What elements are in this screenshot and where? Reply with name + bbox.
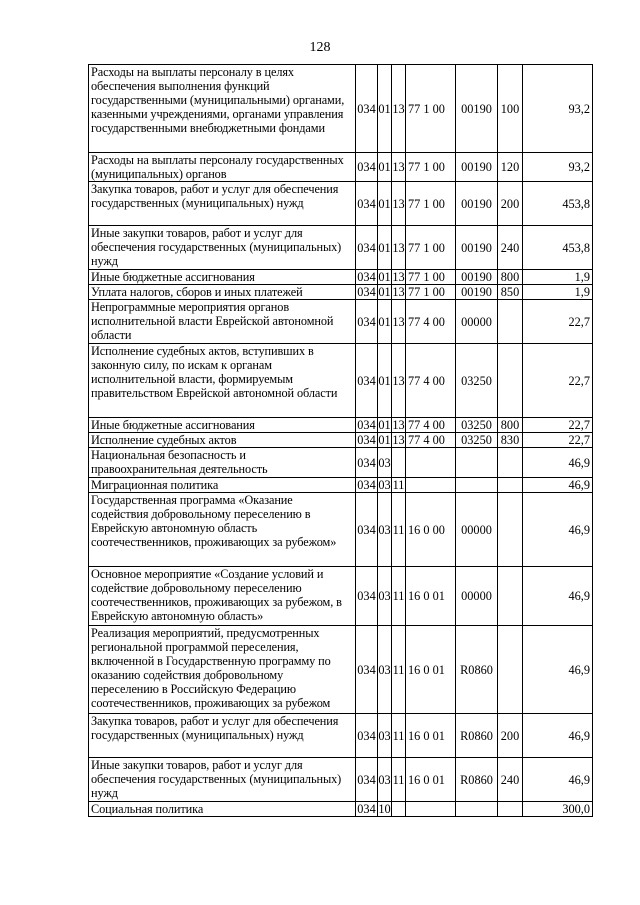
expense-name-cell: Иные закупки товаров, работ и услуг для обеспечения государственных (муниципальных) нужд xyxy=(89,226,356,270)
expense-type-code-cell: 240 xyxy=(498,758,523,802)
section-code-cell: 03 xyxy=(378,448,392,478)
grbs-code-cell: 034 xyxy=(357,285,376,299)
amount-cell: 453,8 xyxy=(523,182,593,226)
table-row xyxy=(89,802,593,817)
expense-name-cell: Закупка товаров, работ и услуг для обеспечения государственных (муниципальных) нужд xyxy=(89,714,356,758)
subsection-code-cell: 13 xyxy=(392,153,406,182)
amount-cell: 46,9 xyxy=(523,626,593,714)
expense-name-cell: Иные закупки товаров, работ и услуг для обеспечения государственных (муниципальных) нужд xyxy=(89,758,356,802)
program-code-cell: 77 1 00 xyxy=(406,285,456,300)
direction-code-cell xyxy=(456,478,498,493)
grbs-code-cell: 034 xyxy=(356,226,378,270)
page-number: 128 xyxy=(309,40,331,55)
section-code-cell: 03 xyxy=(378,567,392,626)
amount-cell: 46,9 xyxy=(523,567,593,626)
amount-cell: 93,2 xyxy=(523,153,593,182)
program-code-cell: 77 1 00 xyxy=(406,153,456,182)
section-code-cell: 01 xyxy=(378,344,392,418)
grbs-code-cell: 034 xyxy=(356,567,378,626)
program-code-cell xyxy=(406,802,456,817)
grbs-code-cell: 034 xyxy=(356,344,378,418)
expense-name-cell: Закупка товаров, работ и услуг для обеспечения государственных (муниципальных) нужд xyxy=(89,182,356,226)
grbs-code-cell: 034 xyxy=(356,300,378,344)
program-code-cell: 16 0 01 xyxy=(406,714,456,758)
program-code-cell xyxy=(406,448,456,478)
expense-type-code-cell xyxy=(498,626,523,714)
expense-name-cell: Основное мероприятие «Создание условий и содействие добровольному переселению соотечественников, проживающих за рубежом, в Еврейскую автономную область» xyxy=(89,567,356,626)
expense-type-code-cell xyxy=(498,567,523,626)
table-row xyxy=(89,65,593,153)
section-code-cell: 03 xyxy=(378,714,392,758)
amount-cell: 93,2 xyxy=(523,65,593,153)
amount-cell: 46,9 xyxy=(523,448,593,478)
section-code-cell: 01 xyxy=(378,226,392,270)
table-row xyxy=(89,226,593,270)
program-code-cell: 77 4 00 xyxy=(406,344,456,418)
subsection-code-cell: 13 xyxy=(392,300,406,344)
table-row xyxy=(89,448,593,478)
program-code-cell: 77 1 00 xyxy=(406,270,456,285)
table-row xyxy=(89,567,593,626)
table-row xyxy=(89,285,593,300)
section-code-cell: 01 xyxy=(378,153,392,182)
table-row xyxy=(89,758,593,802)
direction-code-cell: 00190 xyxy=(456,226,498,270)
program-code-cell: 16 0 01 xyxy=(406,567,456,626)
grbs-code-cell: 034 xyxy=(357,478,376,492)
expense-name-cell: Исполнение судебных актов xyxy=(89,433,356,448)
section-code-cell: 03 xyxy=(378,478,391,492)
direction-code-cell: 03250 xyxy=(456,433,498,448)
expense-name-cell: Национальная безопасность и правоохранительная деятельность xyxy=(89,448,356,478)
direction-code-cell: R0860 xyxy=(456,758,498,802)
direction-code-cell xyxy=(456,448,498,478)
grbs-code-cell: 034 xyxy=(356,448,378,478)
expense-name-cell: Расходы на выплаты персоналу государственных (муниципальных) органов xyxy=(89,153,356,182)
subsection-code-cell xyxy=(392,802,406,817)
section-code-cell: 10 xyxy=(378,802,391,816)
amount-cell: 46,9 xyxy=(523,478,593,493)
subsection-code-cell: 11 xyxy=(392,626,406,714)
grbs-code-cell: 034 xyxy=(357,433,376,447)
direction-code-cell: R0860 xyxy=(456,626,498,714)
section-code-cell: 01 xyxy=(378,182,392,226)
table-row xyxy=(89,270,593,285)
subsection-code-cell xyxy=(392,448,406,478)
subsection-code-cell: 13 xyxy=(392,433,405,447)
grbs-code-cell: 034 xyxy=(357,802,376,816)
expense-type-code-cell: 850 xyxy=(498,285,523,300)
grbs-code-cell: 034 xyxy=(356,758,378,802)
expense-type-code-cell xyxy=(498,300,523,344)
table-row xyxy=(89,153,593,182)
grbs-code-cell: 034 xyxy=(357,418,376,432)
expense-type-code-cell: 800 xyxy=(498,270,523,285)
program-code-cell xyxy=(406,478,456,493)
amount-cell: 22,7 xyxy=(523,300,593,344)
section-code-cell: 01 xyxy=(378,270,391,284)
expense-name-cell: Миграционная политика xyxy=(89,478,356,493)
direction-code-cell: 00000 xyxy=(456,567,498,626)
program-code-cell: 77 4 00 xyxy=(406,300,456,344)
expense-type-code-cell: 200 xyxy=(498,182,523,226)
subsection-code-cell: 13 xyxy=(392,65,406,153)
subsection-code-cell: 11 xyxy=(392,758,406,802)
table-row xyxy=(89,478,593,493)
table-row xyxy=(89,344,593,418)
expense-name-cell: Непрограммные мероприятия органов исполнительной власти Еврейской автономной области xyxy=(89,300,356,344)
table-row xyxy=(89,418,593,433)
expense-type-code-cell xyxy=(498,493,523,567)
amount-cell: 300,0 xyxy=(523,802,593,817)
amount-cell: 46,9 xyxy=(523,758,593,802)
direction-code-cell: R0860 xyxy=(456,714,498,758)
expense-type-code-cell: 100 xyxy=(498,65,523,153)
budget-table xyxy=(88,64,593,817)
program-code-cell: 16 0 01 xyxy=(406,626,456,714)
expense-name-cell: Уплата налогов, сборов и иных платежей xyxy=(89,285,356,300)
direction-code-cell: 00000 xyxy=(456,300,498,344)
table-row xyxy=(89,433,593,448)
direction-code-cell xyxy=(456,802,498,817)
section-code-cell: 01 xyxy=(378,65,392,153)
program-code-cell: 77 4 00 xyxy=(406,433,456,448)
direction-code-cell: 00000 xyxy=(456,493,498,567)
expense-type-code-cell: 120 xyxy=(498,153,523,182)
program-code-cell: 77 4 00 xyxy=(406,418,456,433)
table-row xyxy=(89,714,593,758)
expense-name-cell: Реализация мероприятий, предусмотренных региональной программой переселения, включенной в Государственную программу по оказанию содействия добровольному переселению в Российскую Федерацию соотечественников, проживающих за рубежом xyxy=(89,626,356,714)
table-row xyxy=(89,493,593,567)
expense-type-code-cell xyxy=(498,478,523,493)
section-code-cell: 03 xyxy=(378,626,392,714)
subsection-code-cell: 13 xyxy=(392,418,405,432)
expense-type-code-cell xyxy=(498,344,523,418)
section-code-cell: 01 xyxy=(378,433,391,447)
subsection-code-cell: 11 xyxy=(392,714,406,758)
direction-code-cell: 03250 xyxy=(456,344,498,418)
amount-cell: 22,7 xyxy=(523,433,593,448)
subsection-code-cell: 11 xyxy=(392,567,406,626)
grbs-code-cell: 034 xyxy=(356,65,378,153)
section-code-cell: 03 xyxy=(378,493,392,567)
section-code-cell: 01 xyxy=(378,418,391,432)
amount-cell: 1,9 xyxy=(523,285,593,300)
expense-type-code-cell: 200 xyxy=(498,714,523,758)
subsection-code-cell: 11 xyxy=(392,478,405,492)
subsection-code-cell: 11 xyxy=(392,493,406,567)
direction-code-cell: 00190 xyxy=(456,65,498,153)
expense-name-cell: Расходы на выплаты персоналу в целях обеспечения выполнения функций государственными (муниципальными) органами, казенными учреждениями, органами управления государственными внебюджетными фондами xyxy=(89,65,356,153)
direction-code-cell: 00190 xyxy=(456,270,498,285)
section-code-cell: 01 xyxy=(378,300,392,344)
section-code-cell: 03 xyxy=(378,758,392,802)
grbs-code-cell: 034 xyxy=(356,626,378,714)
amount-cell: 46,9 xyxy=(523,714,593,758)
grbs-code-cell: 034 xyxy=(356,153,378,182)
direction-code-cell: 00190 xyxy=(456,153,498,182)
program-code-cell: 77 1 00 xyxy=(406,226,456,270)
expense-type-code-cell: 240 xyxy=(498,226,523,270)
expense-type-code-cell xyxy=(498,448,523,478)
program-code-cell: 16 0 00 xyxy=(406,493,456,567)
budget-table-body xyxy=(89,65,593,817)
expense-type-code-cell: 830 xyxy=(498,433,523,448)
table-row xyxy=(89,182,593,226)
subsection-code-cell: 13 xyxy=(392,270,405,284)
amount-cell: 22,7 xyxy=(523,418,593,433)
expense-type-code-cell: 800 xyxy=(498,418,523,433)
direction-code-cell: 00190 xyxy=(456,285,498,300)
amount-cell: 1,9 xyxy=(523,270,593,285)
grbs-code-cell: 034 xyxy=(357,270,376,284)
table-row xyxy=(89,626,593,714)
expense-name-cell: Иные бюджетные ассигнования xyxy=(89,418,356,433)
expense-name-cell: Социальная политика xyxy=(89,802,356,817)
amount-cell: 453,8 xyxy=(523,226,593,270)
grbs-code-cell: 034 xyxy=(356,182,378,226)
expense-type-code-cell xyxy=(498,802,523,817)
program-code-cell: 77 1 00 xyxy=(406,65,456,153)
table-row xyxy=(89,300,593,344)
grbs-code-cell: 034 xyxy=(356,493,378,567)
expense-name-cell: Государственная программа «Оказание содействия добровольному переселению в Еврейскую автономную область соотечественников, проживающих за рубежом» xyxy=(89,493,356,567)
subsection-code-cell: 13 xyxy=(392,285,405,299)
direction-code-cell: 03250 xyxy=(456,418,498,433)
subsection-code-cell: 13 xyxy=(392,344,406,418)
amount-cell: 22,7 xyxy=(523,344,593,418)
section-code-cell: 01 xyxy=(378,285,391,299)
program-code-cell: 77 1 00 xyxy=(406,182,456,226)
program-code-cell: 16 0 01 xyxy=(406,758,456,802)
subsection-code-cell: 13 xyxy=(392,182,406,226)
subsection-code-cell: 13 xyxy=(392,226,406,270)
amount-cell: 46,9 xyxy=(523,493,593,567)
expense-name-cell: Иные бюджетные ассигнования xyxy=(89,270,356,285)
grbs-code-cell: 034 xyxy=(356,714,378,758)
expense-name-cell: Исполнение судебных актов, вступивших в законную силу, по искам к органам исполнительной власти, формируемым правительством Еврейской автономной области xyxy=(89,344,356,418)
direction-code-cell: 00190 xyxy=(456,182,498,226)
